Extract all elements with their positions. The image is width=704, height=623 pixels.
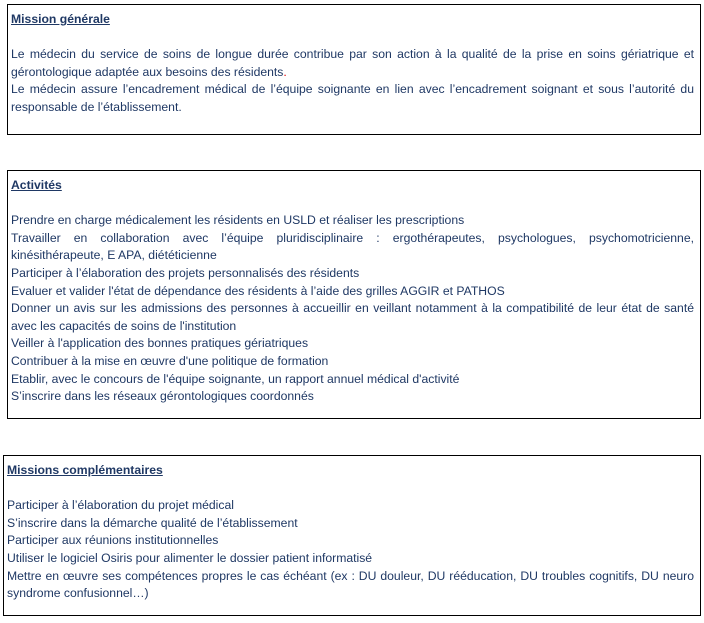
paragraph-end-mark: . [283,64,287,79]
paragraph [11,46,694,81]
section-title: Activités [11,178,62,192]
list-item: Donner un avis sur les admissions des personnes à accueillir en veillant notamment à la compatibilité de leur état de santé avec les capacités de soins de l'institution [11,301,694,333]
list-item: Contribuer à la mise en œuvre d'une politique de formation [11,353,329,368]
list-item: S’inscrire dans la démarche qualité de l’établissement [7,515,298,530]
list-item: Utiliser le logiciel Osiris pour alimenter le dossier patient informatisé [7,550,373,565]
list-item: S’inscrire dans les réseaux gérontologiques coordonnés [11,389,314,404]
list-item: Participer aux réunions institutionnelles [7,533,219,548]
section-title: Mission générale [11,12,110,26]
paragraph-text: Le médecin du service de soins de longue durée contribue par son action à la qualité de la prise en soins gériatrique et gérontologique adaptée aux besoins des résidents [11,47,694,79]
section-title: Missions complémentaires [7,463,163,477]
missions-complementaires-box [3,455,701,616]
list-item: Etablir, avec le concours de l'équipe soignante, un rapport annuel médical d'activité [11,371,460,386]
list-item: Prendre en charge médicalement les résidents en USLD et réaliser les prescriptions [11,213,465,228]
list-item: Evaluer et valider l'état de dépendance des résidents à l’aide des grilles AGGIR et PATHOS [11,283,505,298]
list-item: Veiller à l'application des bonnes pratiques gériatriques [11,336,309,351]
mission-generale-box [7,4,701,135]
list-item: Travailler en collaboration avec l’équipe pluridisciplinaire : ergothérapeutes, psychologues, psychomotricienne, kinésithérapeute, E APA, diététicienne [11,230,694,263]
list-item: Mettre en œuvre ses compétences propres le cas échéant (ex : DU douleur, DU rééducation, DU troubles cognitifs, DU neuro syndrome confusionnel…) [7,568,694,601]
list-item: Participer à l’élaboration des projets personnalisés des résidents [11,265,360,280]
list-item: Participer à l’élaboration du projet médical [7,498,234,513]
activites-box [7,170,701,419]
paragraph: Le médecin assure l’encadrement médical de l’équipe soignante en lien avec l’encadrement soignant et sous l’autorité du responsable de l’établissement. [11,82,694,114]
